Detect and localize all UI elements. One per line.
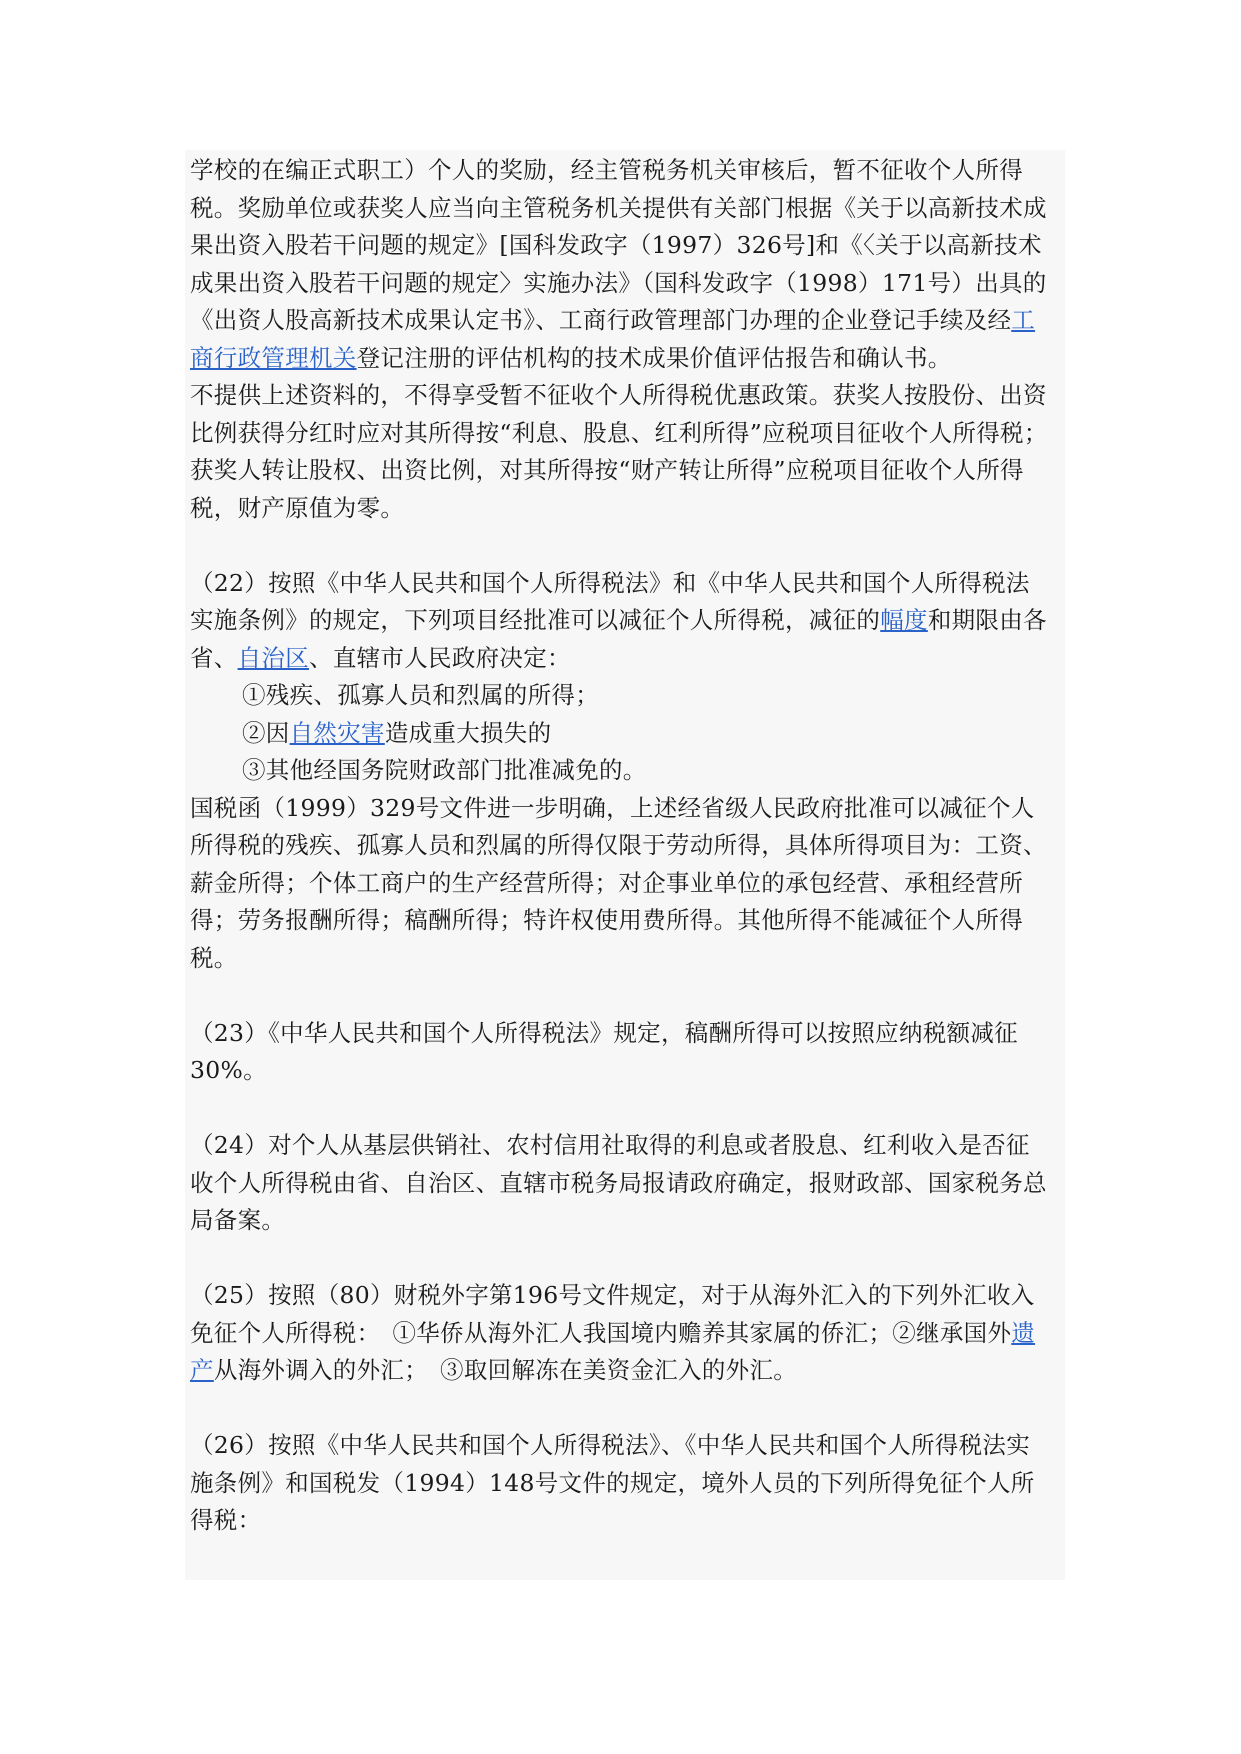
paragraph-spacer xyxy=(190,1390,1050,1428)
list-item-text: ②因 xyxy=(242,718,290,747)
paragraph-text: 、直辖市人民政府决定： xyxy=(309,643,571,672)
paragraph-24: （24）对个人从基层供销社、农村信用社取得的利息或者股息、红利收入是否征收个人所得税由省、自治区、直辖市税务局报请政府确定，报财政部、国家税务总局备案。 xyxy=(190,1131,1047,1234)
paragraph-22-note: 国税函（1999）329号文件进一步明确，上述经省级人民政府批准可以减征个人所得税的残疾、孤寡人员和烈属的所得仅限于劳动所得，具体所得项目为：工资、薪金所得；个体工商户的生产经营所得；对企事业单位的承包经营、承租经营所得；劳务报酬所得；稿酬所得；特许权使用费所得。其他所得不能减征个人所得税。 xyxy=(190,793,1047,972)
link-autonomous-region[interactable]: 自治区 xyxy=(237,643,310,672)
link-inheritance[interactable]: 遗产 xyxy=(190,1318,1036,1384)
paragraph-23: （23）《中华人民共和国个人所得税法》规定，稿酬所得可以按照应纳税额减征30%。 xyxy=(190,1018,1018,1084)
link-natural-disaster[interactable]: 自然灾害 xyxy=(289,718,385,747)
paragraph-spacer xyxy=(190,1240,1050,1278)
paragraph-26: （26）按照《中华人民共和国个人所得税法》、《中华人民共和国个人所得税法实施条例》和国税发（1994）148号文件的规定，境外人员的下列所得免征个人所得税： xyxy=(190,1431,1035,1534)
document-body xyxy=(190,152,1050,1540)
list-item-2 xyxy=(190,715,1050,753)
list-item-3: ③其他经国务院财政部门批准减免的。 xyxy=(242,756,647,784)
paragraph-text: 从海外调入的外汇； ③取回解冻在美资金汇入的外汇。 xyxy=(213,1356,798,1384)
link-extent[interactable]: 幅度 xyxy=(880,606,928,634)
paragraph-text: （22）按照《中华人民共和国个人所得税法》和《中华人民共和国个人所得税法实施条例》的规定，下列项目经批准可以减征个人所得税，减征的 xyxy=(190,568,1030,634)
paragraph-text: （25）按照（80）财税外字第196号文件规定，对于从海外汇入的下列外汇收入免征个人所得税： ①华侨从海外汇人我国境内赡养其家属的侨汇；②继承国外 xyxy=(190,1281,1035,1347)
list-item-text: 造成重大损失的 xyxy=(384,718,552,747)
list-item-1: ①残疾、孤寡人员和烈属的所得； xyxy=(242,681,599,709)
paragraph-award-review xyxy=(190,152,1050,377)
paragraph-text: 登记注册的评估机构的技术成果价值评估报告和确认书。 xyxy=(356,343,952,372)
paragraph-text: 和期限由各省、 xyxy=(190,606,1047,672)
link-industry-commerce-authority[interactable]: 工商行政管理机关 xyxy=(190,306,1036,372)
paragraph-spacer xyxy=(190,977,1050,1015)
paragraph-22 xyxy=(190,565,1050,678)
paragraph-25 xyxy=(190,1277,1050,1390)
paragraph-spacer xyxy=(190,527,1050,565)
paragraph-text: 学校的在编正式职工）个人的奖励，经主管税务机关审核后，暂不征收个人所得税。奖励单位或获奖人应当向主管税务机关提供有关部门根据《关于以高新技术成果出资入股若干问题的规定》[国科发政字（1997）326号]和《〈关于以高新技术成果出资入股若干问题的规定〉实施办法》（国科发政字（1998）171号）出具的《出资人股高新技术成果认定书》、工商行政管理部门办理的企业登记手续及经 xyxy=(190,156,1047,334)
paragraph-no-materials: 不提供上述资料的，不得享受暂不征收个人所得税优惠政策。获奖人按股份、出资比例获得分红时应对其所得按“利息、股息、红利所得”应税项目征收个人所得税；获奖人转让股权、出资比例，对其所得按“财产转让所得”应税项目征收个人所得税，财产原值为零。 xyxy=(190,381,1048,522)
paragraph-spacer xyxy=(190,1090,1050,1128)
